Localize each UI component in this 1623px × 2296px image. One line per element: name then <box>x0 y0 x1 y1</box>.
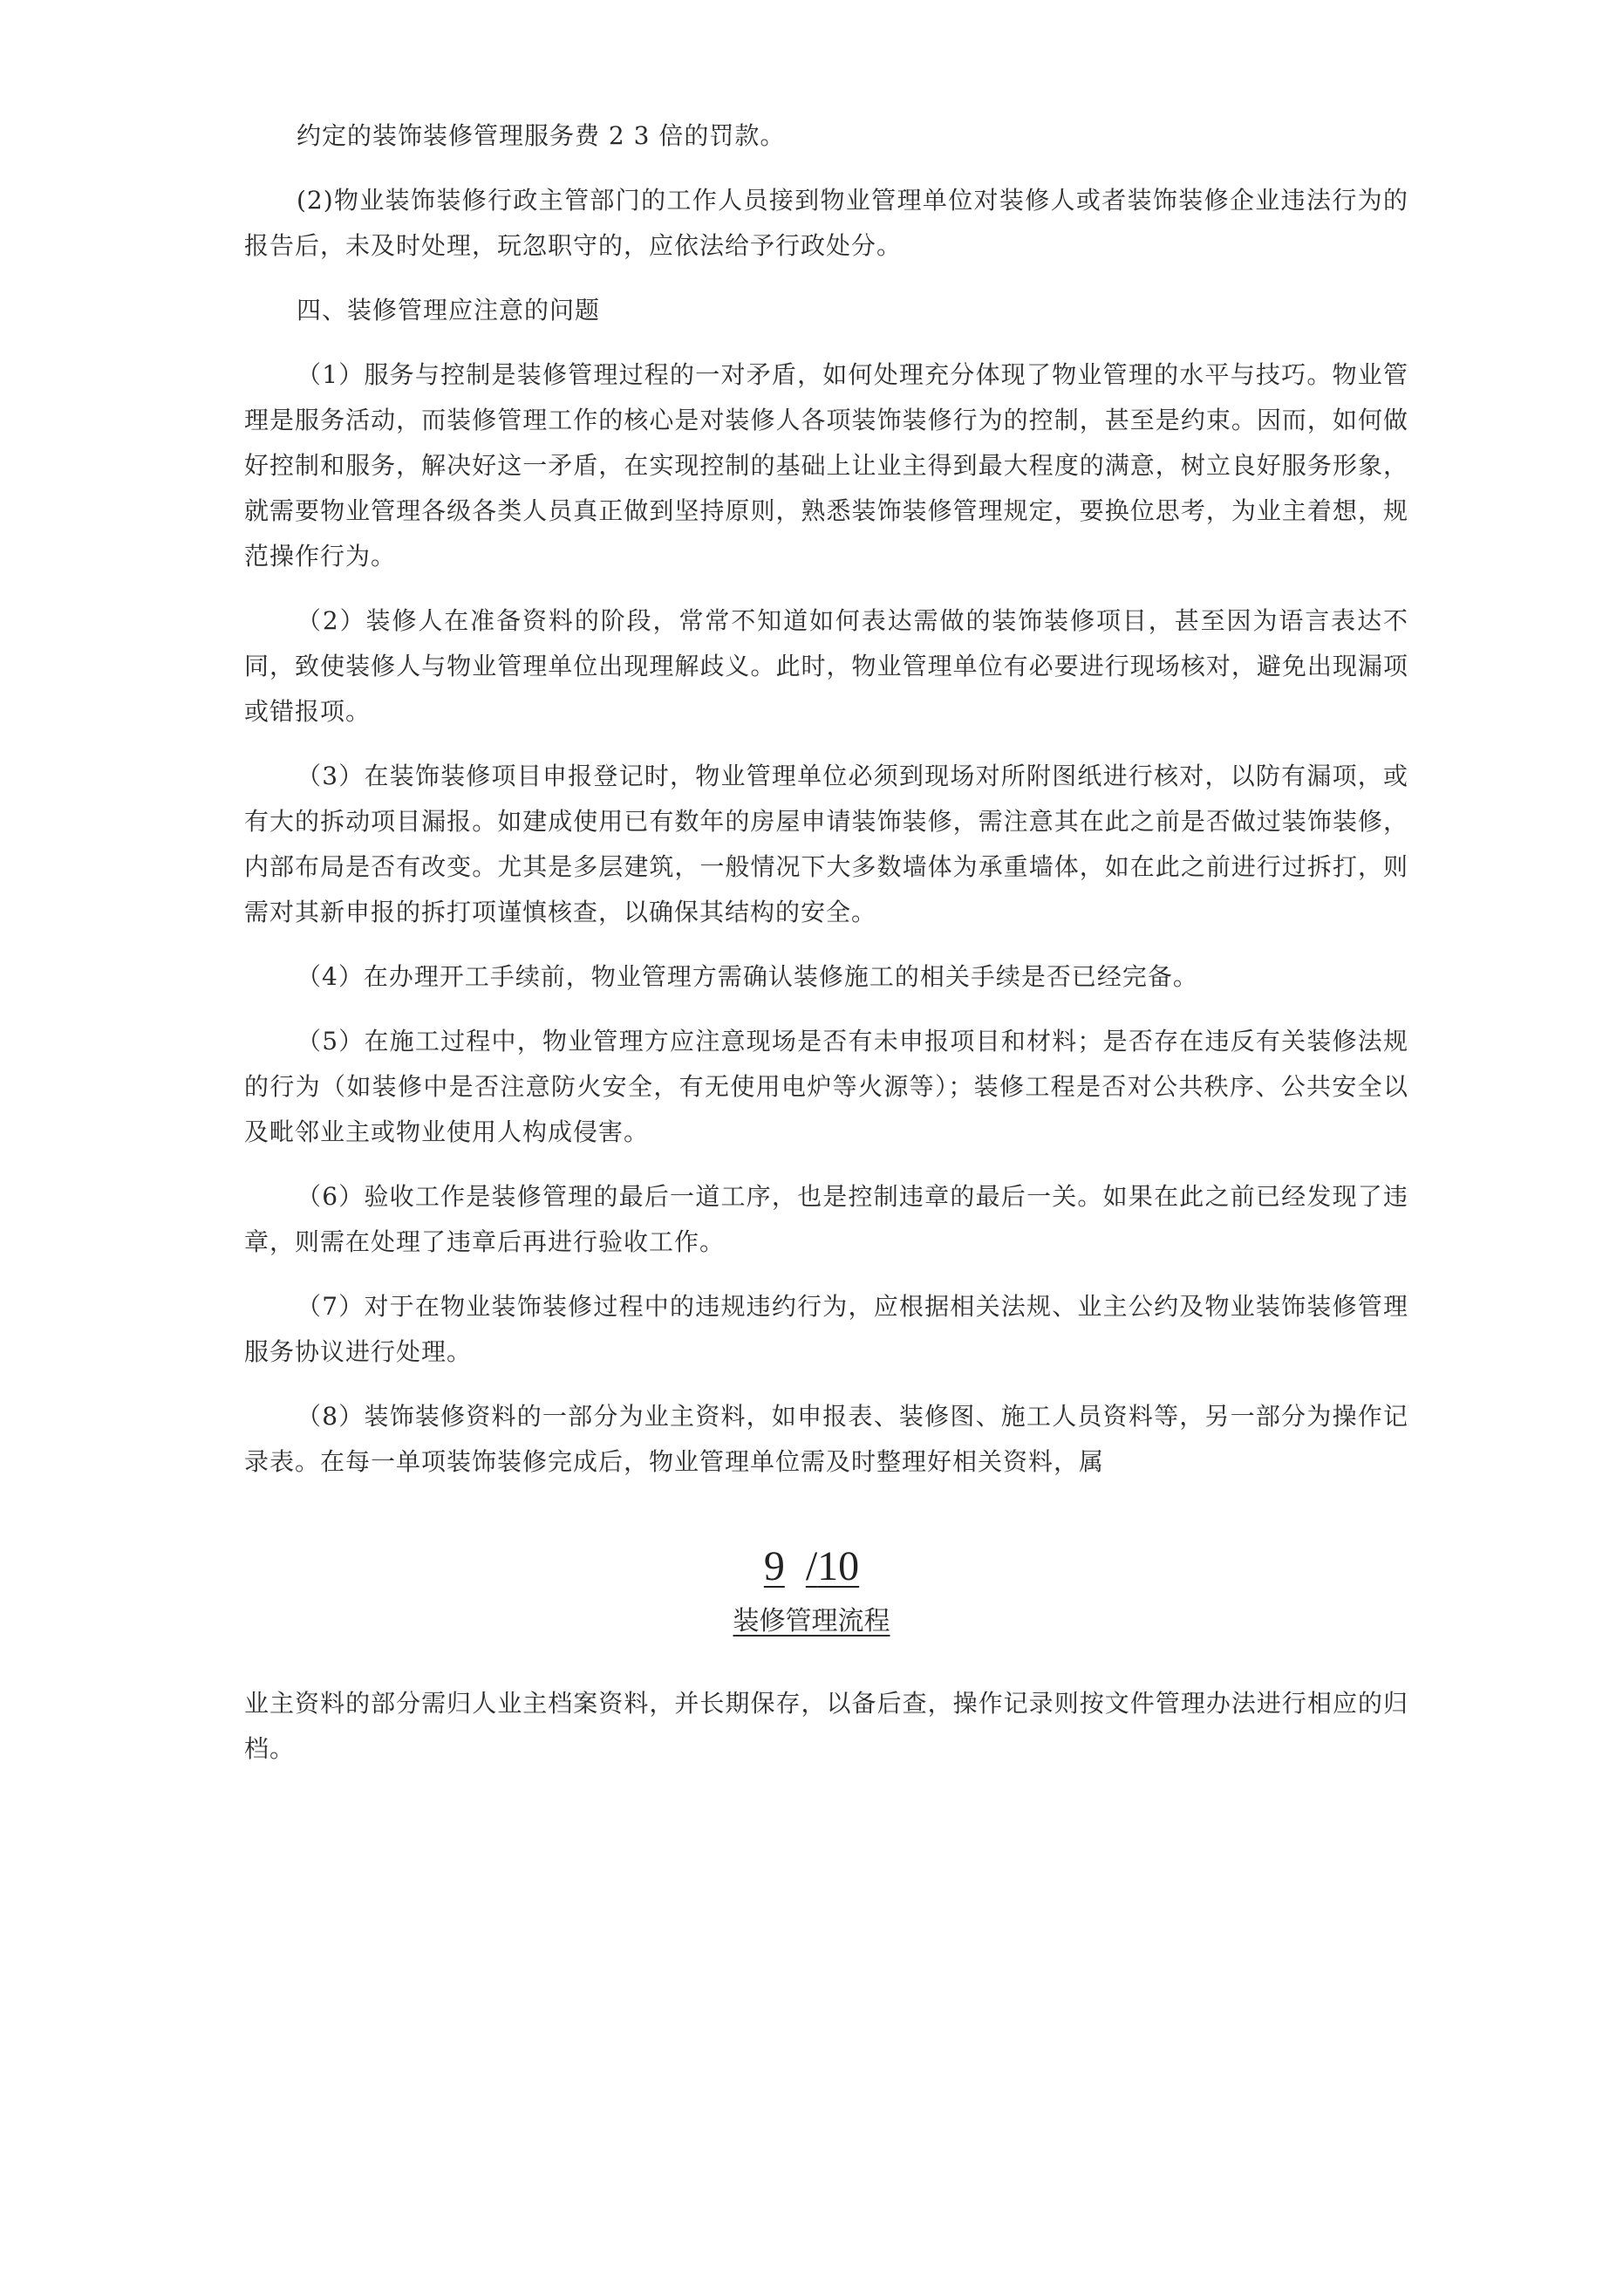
page-number-separator: / <box>805 1543 818 1589</box>
paragraph-archive-records: 业主资料的部分需归人业主档案资料，并长期保存，以备后查，操作记录则按文件管理办法进行相应的归档。 <box>244 1689 1408 1763</box>
page-number <box>0 1542 1623 1591</box>
section-heading-attention-issues: 四、装修管理应注意的问题 <box>297 296 601 325</box>
document-title: 装修管理流程 <box>733 1606 890 1637</box>
document-body-bottom <box>244 1681 1408 1772</box>
paragraph-item-1-service-control: （1）服务与控制是装修管理过程的一对矛盾，如何处理充分体现了物业管理的水平与技巧。物业管理是服务活动，而装修管理工作的核心是对装修人各项装饰装修行为的控制，甚至是约束。因而，如何做好控制和服务，解决好这一矛盾，在实现控制的基础上让业主得到最大程度的满意，树立良好服务形象，就需要物业管理各级各类人员真正做到坚持原则，熟悉装饰装修管理规定，要换位思考，为业主着想，规范操作行为。 <box>244 360 1408 571</box>
document-body-top <box>244 113 1408 1485</box>
paragraph-item-3-registration: （3）在装饰装修项目申报登记时，物业管理单位必须到现场对所附图纸进行核对，以防有漏项，或有大的拆动项目漏报。如建成使用已有数年的房屋申请装饰装修，需注意其在此之前是否做过装饰装修，内部布局是否有改变。尤其是多层建筑，一般情况下大多数墙体为承重墙体，如在此之前进行过拆打，则需对其新申报的拆打项谨慎核查，以确保其结构的安全。 <box>244 762 1408 926</box>
paragraph-item-5-construction: （5）在施工过程中，物业管理方应注意现场是否有未申报项目和材料；是否存在违反有关装修法规的行为（如装修中是否注意防火安全，有无使用电炉等火源等）；装修工程是否对公共秩序、公共安全以及毗邻业主或物业使用人构成侵害。 <box>244 1027 1408 1146</box>
paragraph-item-4-start-procedures: （4）在办理开工手续前，物业管理方需确认装修施工的相关手续是否已经完备。 <box>297 962 1198 991</box>
paragraph-item-6-acceptance: （6）验收工作是装修管理的最后一道工序，也是控制违章的最后一关。如果在此之前已经发现了违章，则需在处理了违章后再进行验收工作。 <box>244 1182 1408 1256</box>
page-number-current: 9 <box>763 1543 785 1589</box>
page-number-total: 10 <box>817 1543 860 1589</box>
paragraph-item-7-violations: （7）对于在物业装饰装修过程中的违规违约行为，应根据相关法规、业主公约及物业装饰装修管理服务协议进行处理。 <box>244 1292 1408 1366</box>
paragraph-penalty-fee: 约定的装饰装修管理服务费 2 3 倍的罚款。 <box>297 121 786 150</box>
paragraph-item-2-administrative: (2)物业装饰装修行政主管部门的工作人员接到物业管理单位对装修人或者装饰装修企业违法行为的报告后，未及时处理，玩忽职守的，应依法给予行政处分。 <box>244 186 1408 260</box>
paragraph-item-2-materials: （2）装修人在准备资料的阶段，常常不知道如何表达需做的装饰装修项目，甚至因为语言表达不同，致使装修人与物业管理单位出现理解歧义。此时，物业管理单位有必要进行现场核对，避免出现漏项或错报项。 <box>244 606 1408 726</box>
paragraph-item-8-records: （8）装饰装修资料的一部分为业主资料，如申报表、装修图、施工人员资料等，另一部分为操作记录表。在每一单项装饰装修完成后，物业管理单位需及时整理好相关资料，属 <box>244 1402 1408 1476</box>
